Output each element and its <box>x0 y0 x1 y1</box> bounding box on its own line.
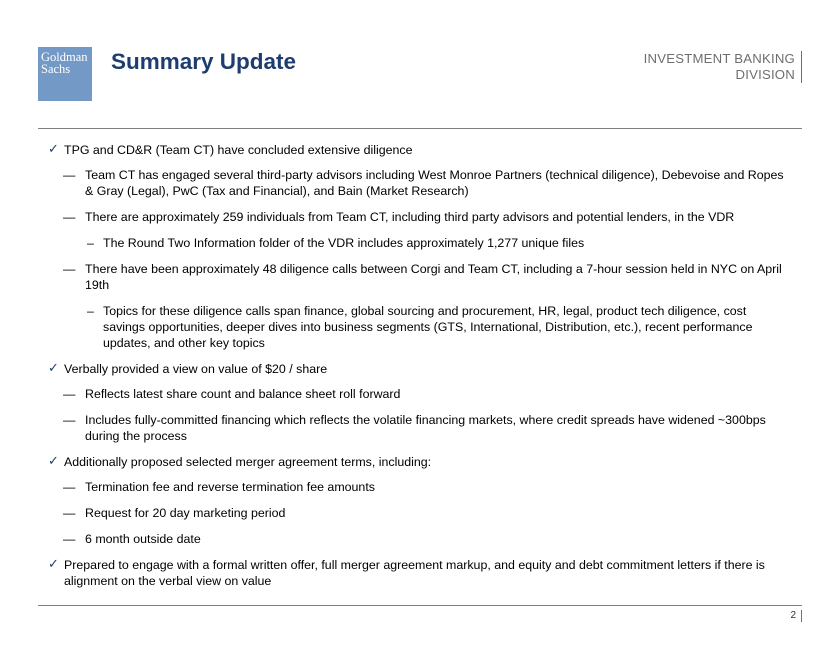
list-item <box>48 303 788 351</box>
bullet-text: TPG and CD&R (Team CT) have concluded extensive diligence <box>64 143 413 157</box>
list-item <box>48 531 788 547</box>
list-item <box>48 412 788 444</box>
checkmark-icon: ✓ <box>48 556 59 571</box>
en-dash-marker: – <box>87 304 94 318</box>
bullet-text: Verbally provided a view on value of $20 / share <box>64 362 328 376</box>
header-divider <box>38 128 802 129</box>
bullet-text: Request for 20 day marketing period <box>85 506 286 520</box>
bullet-text: There have been approximately 48 diligence calls between Corgi and Team CT, including a 7-hour session held in NYC on April 19th <box>85 262 782 292</box>
checkmark-icon: ✓ <box>48 141 59 156</box>
bullet-text: Topics for these diligence calls span finance, global sourcing and procurement, HR, legal, product tech diligence, cost savings opportunities, deeper dives into business segments (GTS, International, Distribution, etc.), recent performance updates, and other key topics <box>103 304 753 350</box>
logo-line-1: Goldman <box>41 50 88 64</box>
list-item <box>48 209 788 225</box>
division-label <box>644 51 802 83</box>
en-dash-marker: – <box>87 236 94 250</box>
em-dash-marker: — <box>63 168 76 182</box>
list-item <box>48 505 788 521</box>
em-dash-marker: — <box>63 480 76 494</box>
list-item <box>48 557 788 589</box>
bullet-text: 6 month outside date <box>85 532 201 546</box>
em-dash-marker: — <box>63 413 76 427</box>
page-number: 2 <box>790 610 802 622</box>
bullet-text: Termination fee and reverse termination fee amounts <box>85 480 375 494</box>
summary-list <box>48 142 788 598</box>
list-item <box>48 142 788 158</box>
em-dash-marker: — <box>63 387 76 401</box>
division-line-1: INVESTMENT BANKING <box>643 51 795 66</box>
bullet-text: Additionally proposed selected merger agreement terms, including: <box>64 455 432 469</box>
em-dash-marker: — <box>63 262 76 276</box>
bullet-text: Prepared to engage with a formal written offer, full merger agreement markup, and equity and debt commitment letters if there is alignment on the verbal view on value <box>64 558 765 588</box>
page-title: Summary Update <box>111 49 297 74</box>
em-dash-marker: — <box>63 210 76 224</box>
goldman-sachs-logo <box>38 47 92 101</box>
em-dash-marker: — <box>63 506 76 520</box>
list-item <box>48 454 788 470</box>
logo-line-2: Sachs <box>41 62 71 76</box>
bullet-text: The Round Two Information folder of the VDR includes approximately 1,277 unique files <box>103 236 585 250</box>
list-item <box>48 479 788 495</box>
list-item <box>48 386 788 402</box>
em-dash-marker: — <box>63 532 76 546</box>
list-item <box>48 361 788 377</box>
bullet-text: Reflects latest share count and balance sheet roll forward <box>85 387 401 401</box>
checkmark-icon: ✓ <box>48 360 59 375</box>
bullet-text: There are approximately 259 individuals from Team CT, including third party advisors and potential lenders, in the VDR <box>85 210 735 224</box>
list-item <box>48 235 788 251</box>
bullet-text: Team CT has engaged several third-party advisors including West Monroe Partners (technical diligence), Debevoise and Ropes & Gray (Legal), PwC (Tax and Financial), and Bain (Market Research) <box>85 168 784 198</box>
bullet-text: Includes fully-committed financing which reflects the volatile financing markets, where credit spreads have widened ~300bps during the process <box>85 413 766 443</box>
checkmark-icon: ✓ <box>48 453 59 468</box>
list-item <box>48 167 788 199</box>
list-item <box>48 261 788 293</box>
division-line-2: DIVISION <box>735 67 795 82</box>
footer-divider <box>38 605 802 606</box>
